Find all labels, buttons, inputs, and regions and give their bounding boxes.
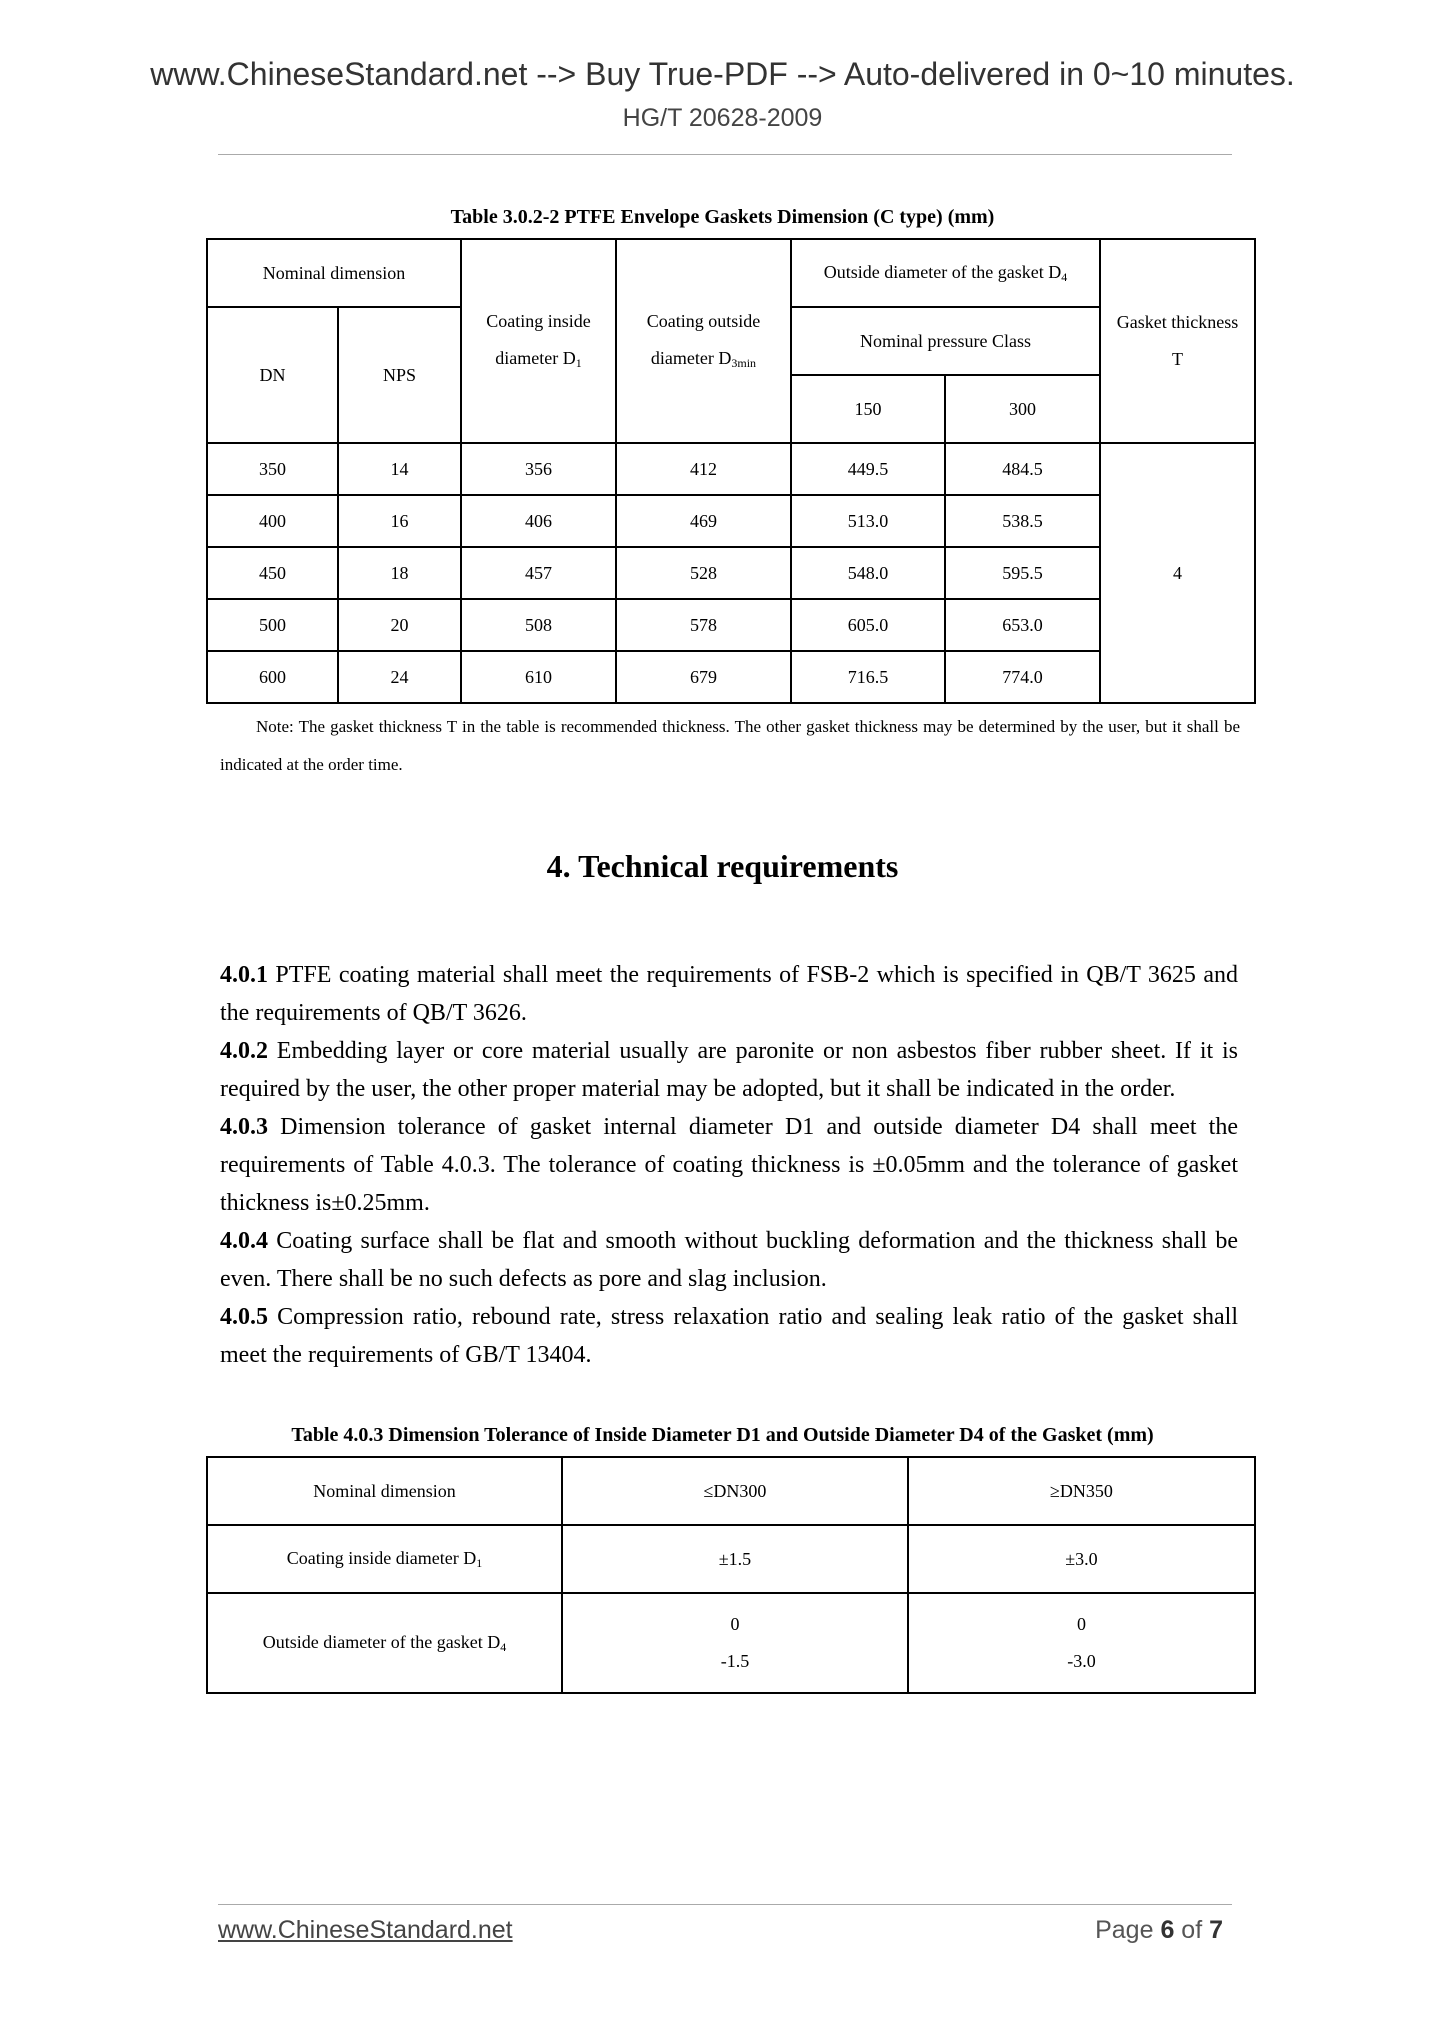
- clause: [220, 1298, 1238, 1374]
- table-row: [207, 1593, 1255, 1693]
- coating-inside-line1: Coating inside: [486, 311, 591, 331]
- outside-diameter-header: [791, 239, 1100, 307]
- nps-header: NPS: [338, 307, 461, 443]
- d1-cell: 356: [461, 443, 616, 495]
- row-label: [207, 1593, 562, 1693]
- class150-cell: 449.5: [791, 443, 945, 495]
- table-row: [207, 651, 1255, 703]
- dn-cell: 450: [207, 547, 338, 599]
- gasket-thickness-header: [1100, 239, 1255, 443]
- d1-cell: 406: [461, 495, 616, 547]
- clause-text: Coating surface shall be flat and smooth without buckling deformation and the thickness shall be even. There shall be no such defects as pore and slag inclusion.: [220, 1228, 1238, 1292]
- upper-deviation: 0: [730, 1614, 740, 1634]
- class300-cell: 484.5: [945, 443, 1100, 495]
- tolerance-cell: [562, 1593, 908, 1693]
- clause: [220, 1032, 1238, 1108]
- row-label-text: Outside diameter of the gasket D: [262, 1631, 501, 1652]
- class-150-header: 150: [791, 375, 945, 443]
- dn300-header: ≤DN300: [562, 1457, 908, 1525]
- nominal-pressure-class-header: Nominal pressure Class: [791, 307, 1100, 375]
- coating-inside-subscript: 1: [575, 356, 582, 370]
- standard-number: HG/T 20628-2009: [622, 104, 823, 132]
- table-row: [207, 443, 1255, 495]
- nps-cell: 16: [338, 495, 461, 547]
- d3-cell: 578: [616, 599, 791, 651]
- clause-text: Compression ratio, rebound rate, stress relaxation ratio and sealing leak ratio of the gasket shall meet the requirements of GB/T 13404.: [220, 1304, 1238, 1368]
- class300-cell: 595.5: [945, 547, 1100, 599]
- class150-cell: 605.0: [791, 599, 945, 651]
- nps-cell: 24: [338, 651, 461, 703]
- tolerance-cell: ±3.0: [908, 1525, 1255, 1593]
- page-total: 7: [1209, 1916, 1223, 1944]
- dn-cell: 350: [207, 443, 338, 495]
- lower-deviation: -3.0: [1067, 1651, 1096, 1671]
- row-label: [207, 1525, 562, 1593]
- table-row: [207, 1525, 1255, 1593]
- clause: [220, 1222, 1238, 1298]
- header-banner: www.ChineseStandard.net --> Buy True-PDF --> Auto-delivered in 0~10 minutes.: [150, 56, 1295, 92]
- outside-diameter-subscript: 4: [1061, 269, 1068, 284]
- clause: [220, 1108, 1238, 1222]
- dn-cell: 500: [207, 599, 338, 651]
- clause-text: PTFE coating material shall meet the requirements of FSB-2 which is specified in QB/T 3625 and the requirements of QB/T 3626.: [220, 962, 1238, 1026]
- header-divider: [218, 154, 1232, 155]
- table-row: [207, 495, 1255, 547]
- nominal-dimension-header: Nominal dimension: [207, 239, 461, 307]
- gasket-thickness-line2: T: [1172, 349, 1183, 369]
- clause-number: 4.0.4: [220, 1228, 268, 1254]
- coating-outside-header: [616, 239, 791, 443]
- class150-cell: 548.0: [791, 547, 945, 599]
- nps-cell: 18: [338, 547, 461, 599]
- footer-site-link[interactable]: www.ChineseStandard.net: [218, 1916, 513, 1944]
- nominal-dimension-header: Nominal dimension: [207, 1457, 562, 1525]
- tolerance-cell: ±1.5: [562, 1525, 908, 1593]
- thickness-cell: 4: [1100, 443, 1255, 703]
- page-indicator: [1095, 1916, 1223, 1945]
- nps-cell: 20: [338, 599, 461, 651]
- tolerance-table: [206, 1456, 1256, 1694]
- class300-cell: 774.0: [945, 651, 1100, 703]
- coating-inside-line2: diameter D: [495, 348, 576, 368]
- coating-outside-line2: diameter D: [650, 348, 732, 368]
- row-label-subscript: 1: [476, 1555, 483, 1570]
- class-300-header: 300: [945, 375, 1100, 443]
- gasket-dimension-table: [206, 238, 1256, 704]
- table-row: [207, 547, 1255, 599]
- clause: [220, 956, 1238, 1032]
- coating-inside-header: [461, 239, 616, 443]
- dn-cell: 600: [207, 651, 338, 703]
- dn350-header: ≥DN350: [908, 1457, 1255, 1525]
- d1-cell: 610: [461, 651, 616, 703]
- technical-requirements-body: [220, 956, 1238, 1374]
- upper-deviation: 0: [1077, 1614, 1086, 1634]
- page-prefix: Page: [1095, 1916, 1161, 1944]
- page-number: 6: [1160, 1916, 1175, 1944]
- table-row: [207, 599, 1255, 651]
- coating-outside-line1: Coating outside: [646, 311, 761, 331]
- nps-cell: 14: [338, 443, 461, 495]
- row-label-text: Coating inside diameter D: [286, 1547, 477, 1568]
- page-mid: of: [1174, 1916, 1210, 1944]
- clause-text: Embedding layer or core material usually are paronite or non asbestos fiber rubber sheet. If it is required by the user, the other proper material may be adopted, but it shall be indicated in the order.: [220, 1038, 1238, 1102]
- gasket-thickness-line1: Gasket thickness: [1116, 312, 1239, 332]
- class150-cell: 716.5: [791, 651, 945, 703]
- outside-diameter-label: Outside diameter of the gasket D: [823, 261, 1062, 282]
- d3-cell: 528: [616, 547, 791, 599]
- class300-cell: 653.0: [945, 599, 1100, 651]
- coating-outside-subscript: 3min: [731, 356, 757, 370]
- row-label-subscript: 4: [500, 1639, 507, 1654]
- clause-text: Dimension tolerance of gasket internal diameter D1 and outside diameter D4 shall meet the requirements of Table 4.0.3. The tolerance of coating thickness is ±0.05mm and the tolerance of gasket thickness is±0.25mm.: [220, 1114, 1238, 1216]
- dn-header: DN: [207, 307, 338, 443]
- tolerance-cell: [908, 1593, 1255, 1693]
- lower-deviation: -1.5: [720, 1651, 750, 1671]
- class300-cell: 538.5: [945, 495, 1100, 547]
- section-heading: 4. Technical requirements: [546, 848, 899, 884]
- d1-cell: 457: [461, 547, 616, 599]
- clause-number: 4.0.1: [220, 962, 268, 988]
- footer-divider: [218, 1904, 1232, 1905]
- d3-cell: 679: [616, 651, 791, 703]
- d3-cell: 469: [616, 495, 791, 547]
- clause-number: 4.0.2: [220, 1038, 268, 1064]
- table1-note-text: Note: The gasket thickness T in the table is recommended thickness. The other gasket thickness may be determined by the user, but it shall be indicated at the order time.: [220, 717, 1240, 774]
- class150-cell: 513.0: [791, 495, 945, 547]
- clause-number: 4.0.5: [220, 1304, 268, 1330]
- table1-caption: Table 3.0.2-2 PTFE Envelope Gaskets Dimension (C type) (mm): [450, 206, 995, 228]
- d1-cell: 508: [461, 599, 616, 651]
- table1-note: [220, 708, 1240, 784]
- d3-cell: 412: [616, 443, 791, 495]
- dn-cell: 400: [207, 495, 338, 547]
- clause-number: 4.0.3: [220, 1114, 268, 1140]
- table2-caption: Table 4.0.3 Dimension Tolerance of Inside Diameter D1 and Outside Diameter D4 of the Gasket (mm): [291, 1424, 1154, 1446]
